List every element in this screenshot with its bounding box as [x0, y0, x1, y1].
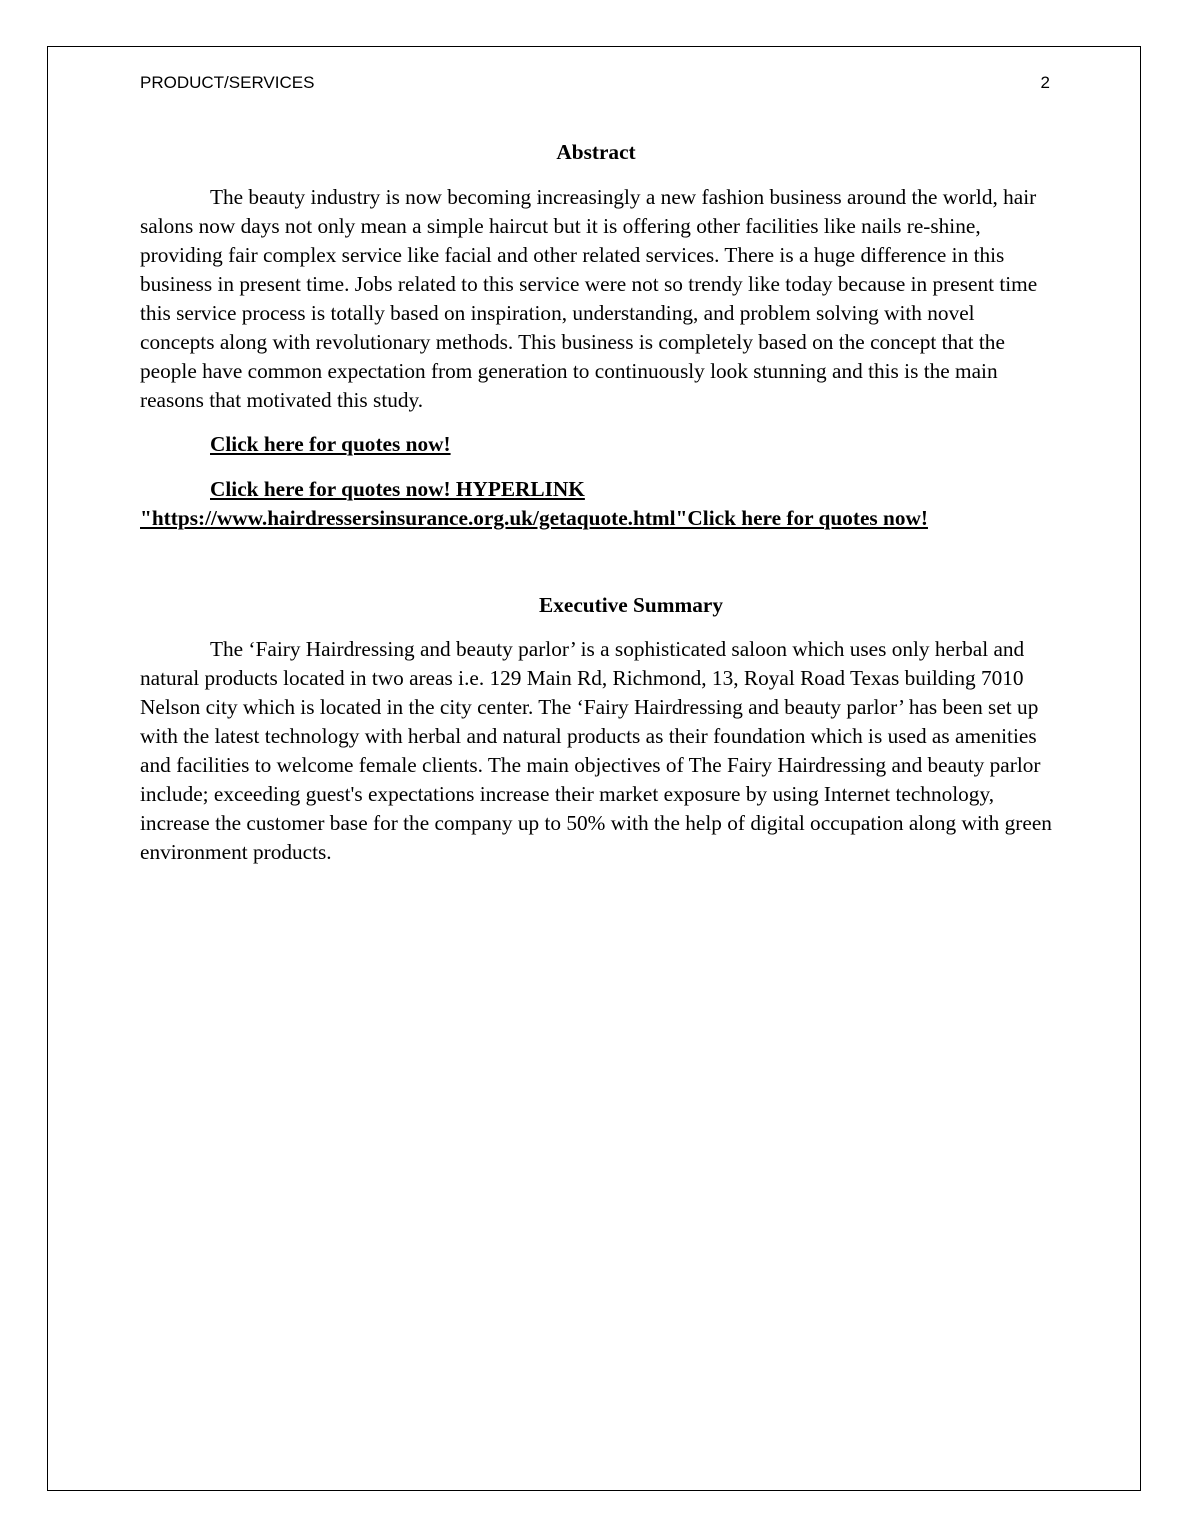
executive-summary-paragraph: The ‘Fairy Hairdressing and beauty parlor’ is a sophisticated saloon which uses only herbal and natural products located in two areas i.e. 129 Main Rd, Richmond, 13, Royal Road Texas building 7010 Nelson city which is located in the city center. The ‘Fairy Hairdressing and beauty parlor’ has been set up with the latest technology with herbal and natural products as their foundation which is used as amenities and facilities to welcome female clients. The main objectives of The Fairy Hairdressing and beauty parlor include; exceeding guest's expectations increase their market exposure by using Internet technology, increase the customer base for the company up to 50% with the help of digital occupation along with green environment products.: [140, 637, 1052, 864]
abstract-heading: Abstract: [556, 140, 636, 164]
abstract-paragraph: The beauty industry is now becoming increasingly a new fashion business around the world, hair salons now days not only mean a simple haircut but it is offering other facilities like nails re-shine, providing fair complex service like facial and other related services. There is a huge difference in this business in present time. Jobs related to this service were not so trendy like today because in present time this service process is totally based on inspiration, understanding, and problem solving with novel concepts along with revolutionary methods. This business is completely based on the concept that the people have common expectation from generation to continuously look stunning and this is the main reasons that motivated this study.: [140, 185, 1038, 412]
quote-link-paragraph: [140, 430, 1052, 459]
document-body: [140, 138, 1052, 867]
hyperlink-field-paragraph: [140, 475, 1052, 533]
hyperlink-field-text[interactable]: Click here for quotes now! HYPERLINK "https://www.hairdressersinsurance.org.uk/getaquote.html"Click here for quotes now!: [140, 477, 928, 530]
quote-link[interactable]: Click here for quotes now!: [210, 432, 451, 456]
executive-summary-heading: Executive Summary: [539, 593, 723, 617]
running-head: PRODUCT/SERVICES: [140, 73, 315, 92]
page-number: 2: [1040, 73, 1050, 92]
